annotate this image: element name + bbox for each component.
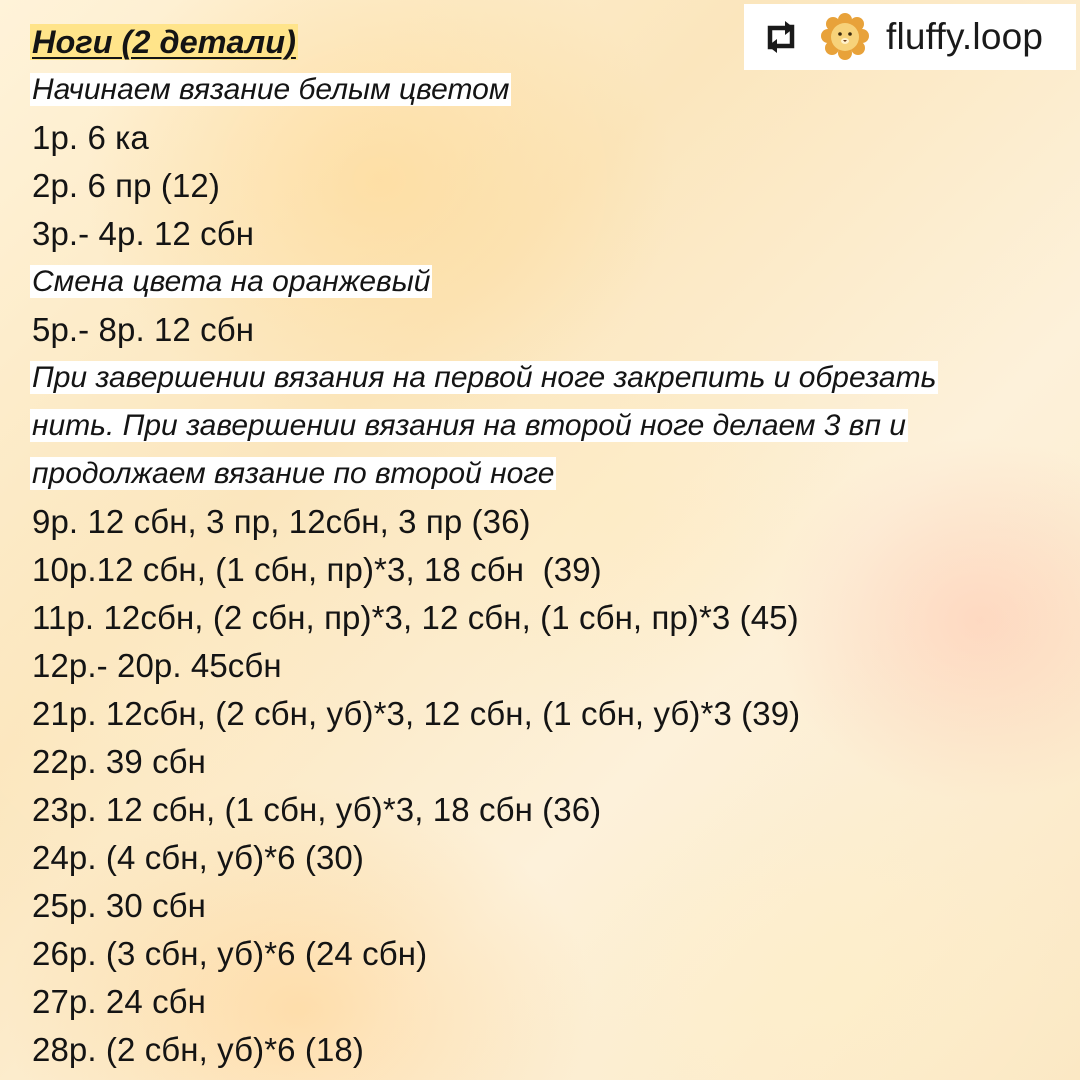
round-line: 12р.- 20р. 45сбн <box>32 647 282 684</box>
section-title <box>32 18 1052 66</box>
section-title-text: Ноги (2 детали) <box>32 24 296 60</box>
instruction-note: Смена цвета на оранжевый <box>32 265 431 298</box>
instruction-note: Начинаем вязание белым цветом <box>32 73 510 106</box>
round-line: 1р. 6 ка <box>32 119 149 156</box>
round-line: 24р. (4 сбн, уб)*6 (30) <box>32 839 364 876</box>
round-line: 27р. 24 сбн <box>32 983 206 1020</box>
round-line: 22р. 39 сбн <box>32 743 206 780</box>
round-line: 5р.- 8р. 12 сбн <box>32 311 255 348</box>
round-line: 25р. 30 сбн <box>32 887 206 924</box>
round-line: 10р.12 сбн, (1 сбн, пр)*3, 18 сбн (39) <box>32 551 602 588</box>
instruction-note: При завершении вязания на первой ноге закрепить и обрезать <box>32 361 937 394</box>
round-line: 9р. 12 сбн, 3 пр, 12сбн, 3 пр (36) <box>32 503 531 540</box>
round-line: 3р.- 4р. 12 сбн <box>32 215 255 252</box>
round-line: 2р. 6 пр (12) <box>32 167 220 204</box>
instruction-note: продолжаем вязание по второй ноге <box>32 457 555 490</box>
pattern-text <box>32 18 1052 1074</box>
round-line: 11р. 12сбн, (2 сбн, пр)*3, 12 сбн, (1 сбн, пр)*3 (45) <box>32 599 799 636</box>
username[interactable]: fluffy.loop <box>886 16 1044 57</box>
instruction-note: нить. При завершении вязания на второй ноге делаем 3 вп и <box>32 409 906 442</box>
round-line: 21р. 12сбн, (2 сбн, уб)*3, 12 сбн, (1 сбн, уб)*3 (39) <box>32 695 801 732</box>
round-line: 26р. (3 сбн, уб)*6 (24 сбн) <box>32 935 428 972</box>
round-line: 23р. 12 сбн, (1 сбн, уб)*3, 18 сбн (36) <box>32 791 602 828</box>
round-line: 28р. (2 сбн, уб)*6 (18) <box>32 1031 364 1068</box>
